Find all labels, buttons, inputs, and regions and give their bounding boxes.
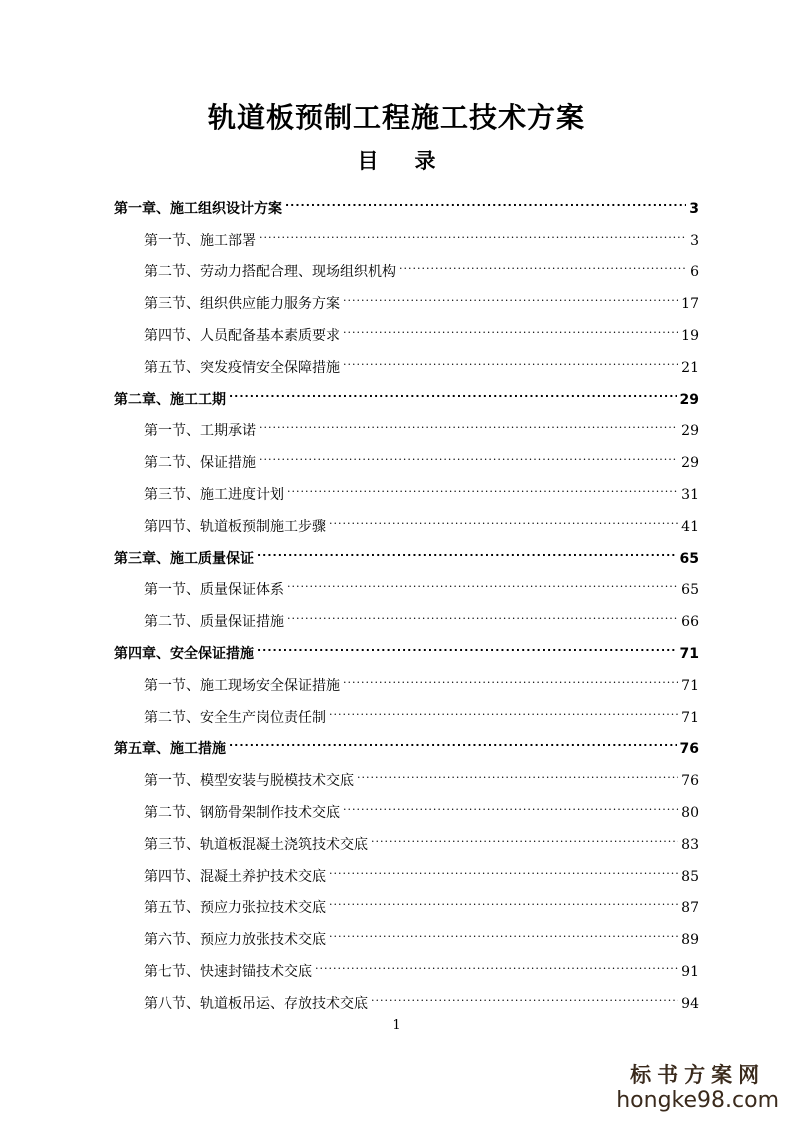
toc-dot-leader xyxy=(257,531,677,563)
toc-entry-label: 第二章、施工工期 xyxy=(114,391,226,408)
toc-entry-label: 第一节、质量保证体系 xyxy=(144,582,284,599)
toc-dot-leader xyxy=(343,276,678,308)
toc-entry-page: 3 xyxy=(690,232,699,249)
toc-entry-label: 第一节、工期承诺 xyxy=(144,423,256,440)
toc-entry-page: 41 xyxy=(681,518,699,535)
toc-dot-leader xyxy=(229,722,677,754)
toc-heading-left: 目 xyxy=(357,149,379,173)
toc-dot-leader xyxy=(287,594,678,626)
toc-dot-leader xyxy=(287,563,678,595)
toc-entry-label: 第八节、轨道板吊运、存放技术交底 xyxy=(144,995,368,1012)
toc-dot-leader xyxy=(259,213,687,245)
toc-dot-leader xyxy=(343,340,678,372)
toc-entry-label: 第七节、快速封锚技术交底 xyxy=(144,963,312,980)
toc-entry-label: 第四节、轨道板预制施工步骤 xyxy=(144,518,326,535)
toc-entry-page: 29 xyxy=(681,423,699,440)
toc-entry-label: 第一节、施工部署 xyxy=(144,232,256,249)
toc-dot-leader xyxy=(343,785,678,817)
toc-entry-page: 65 xyxy=(679,550,699,567)
toc-dot-leader xyxy=(399,245,687,277)
toc-entry-label: 第二节、劳动力搭配合理、现场组织机构 xyxy=(144,264,396,281)
toc-entry-page: 6 xyxy=(690,264,699,281)
toc-entry-label: 第一节、模型安装与脱模技术交底 xyxy=(144,773,354,790)
toc-dot-leader xyxy=(371,817,678,849)
toc-entry-page: 3 xyxy=(689,200,699,217)
toc-dot-leader xyxy=(285,181,686,213)
toc-dot-leader xyxy=(229,372,677,404)
toc-entry-page: 21 xyxy=(681,359,699,376)
toc-entry-label: 第五章、施工措施 xyxy=(114,741,226,758)
toc-entry-label: 第二节、保证措施 xyxy=(144,455,256,472)
toc-entry-page: 71 xyxy=(681,709,699,726)
watermark-brand: 标书方案网 xyxy=(630,1062,766,1087)
toc-entry-page: 17 xyxy=(681,296,699,313)
toc-entry-page: 76 xyxy=(681,773,699,790)
toc-dot-leader xyxy=(343,308,678,340)
toc-dot-leader xyxy=(315,944,678,976)
toc-entry-page: 83 xyxy=(681,836,699,853)
toc-dot-leader xyxy=(259,404,678,436)
toc-entry-page: 71 xyxy=(681,677,699,694)
toc-heading xyxy=(0,145,793,175)
toc-entry-label: 第二节、钢筋骨架制作技术交底 xyxy=(144,804,340,821)
toc-dot-leader xyxy=(329,499,678,531)
watermark-url: hongke98.com xyxy=(616,1088,779,1113)
toc-entry-page: 91 xyxy=(681,963,699,980)
toc-entry-label: 第六节、预应力放张技术交底 xyxy=(144,932,326,949)
table-of-contents xyxy=(114,181,699,1012)
page-number: 1 xyxy=(392,1018,401,1033)
toc-dot-leader xyxy=(329,690,678,722)
toc-dot-leader xyxy=(329,849,678,881)
toc-entry-page: 76 xyxy=(679,741,699,758)
toc-entry-page: 29 xyxy=(679,391,699,408)
toc-entry-label: 第五节、突发疫情安全保障措施 xyxy=(144,359,340,376)
toc-entry-label: 第二节、质量保证措施 xyxy=(144,614,284,631)
toc-entry-page: 71 xyxy=(679,645,699,662)
toc-entry-label: 第四章、安全保证措施 xyxy=(114,645,254,662)
toc-entry-page: 31 xyxy=(681,486,699,503)
toc-dot-leader xyxy=(357,753,678,785)
toc-entry-page: 65 xyxy=(681,582,699,599)
toc-entry-label: 第五节、预应力张拉技术交底 xyxy=(144,900,326,917)
toc-dot-leader xyxy=(371,976,678,1008)
toc-entry-label: 第三节、组织供应能力服务方案 xyxy=(144,296,340,313)
toc-entry-page: 89 xyxy=(681,932,699,949)
toc-entry-page: 85 xyxy=(681,868,699,885)
document-title: 轨道板预制工程施工技术方案 xyxy=(207,101,585,134)
toc-chapter-entry[interactable] xyxy=(114,181,699,217)
toc-entry-label: 第三节、轨道板混凝土浇筑技术交底 xyxy=(144,836,368,853)
toc-dot-leader xyxy=(287,467,678,499)
toc-dot-leader xyxy=(329,912,678,944)
toc-entry-page: 19 xyxy=(681,327,699,344)
toc-dot-leader xyxy=(329,881,678,913)
toc-entry-label: 第一章、施工组织设计方案 xyxy=(114,200,282,217)
toc-entry-page: 87 xyxy=(681,900,699,917)
toc-entry-label: 第三章、施工质量保证 xyxy=(114,550,254,567)
toc-entry-page: 29 xyxy=(681,455,699,472)
toc-heading-right: 录 xyxy=(414,149,436,173)
toc-entry-label: 第四节、混凝土养护技术交底 xyxy=(144,868,326,885)
toc-entry-page: 94 xyxy=(681,995,699,1012)
toc-entry-label: 第四节、人员配备基本素质要求 xyxy=(144,327,340,344)
toc-entry-label: 第三节、施工进度计划 xyxy=(144,486,284,503)
toc-dot-leader xyxy=(257,626,677,658)
toc-dot-leader xyxy=(259,435,678,467)
toc-entry-label: 第一节、施工现场安全保证措施 xyxy=(144,677,340,694)
toc-entry-page: 80 xyxy=(681,804,699,821)
toc-entry-label: 第二节、安全生产岗位责任制 xyxy=(144,709,326,726)
toc-dot-leader xyxy=(343,658,678,690)
watermark-logo xyxy=(616,1062,779,1114)
toc-entry-page: 66 xyxy=(681,614,699,631)
